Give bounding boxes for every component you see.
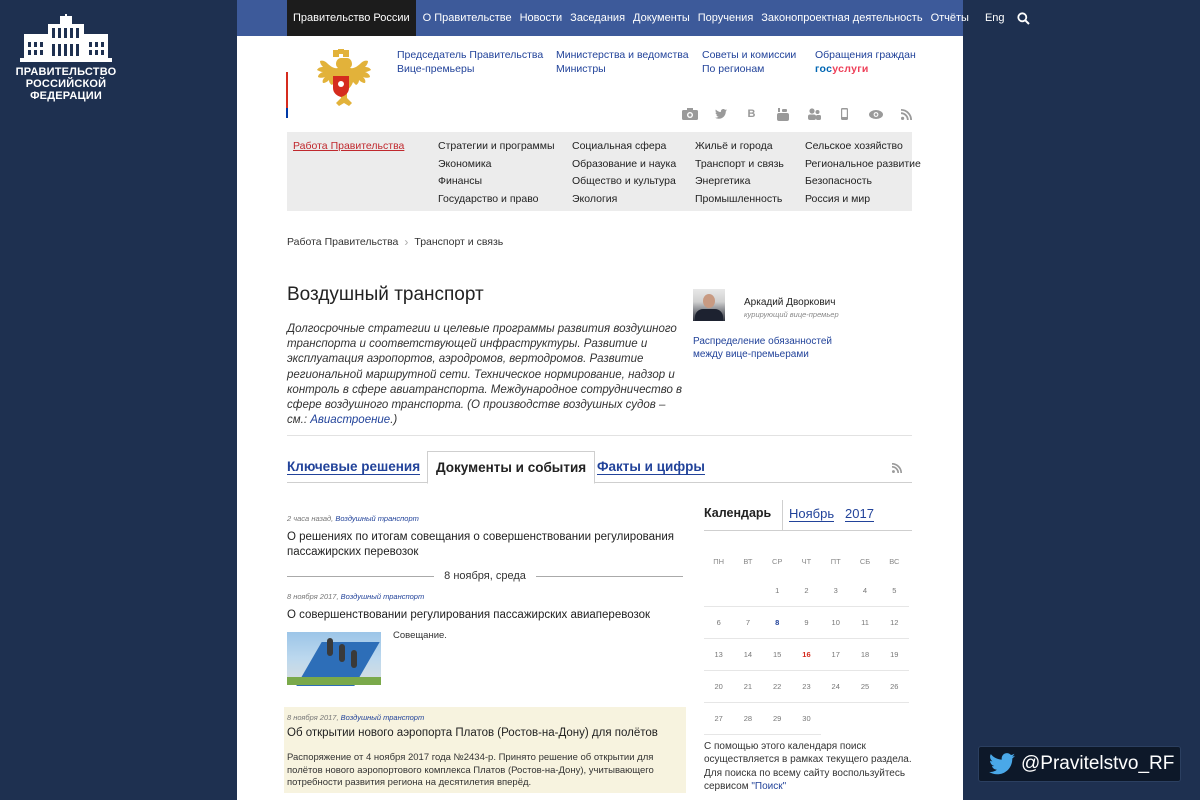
breadcrumb-root[interactable]: Работа Правительства [287, 236, 399, 248]
vk-icon[interactable] [736, 106, 767, 122]
tab-facts-figures[interactable] [597, 451, 705, 482]
calendar-day[interactable]: 21 [733, 671, 762, 703]
news-item [287, 592, 683, 623]
link-ministries[interactable]: Министерства и ведомства [556, 49, 689, 61]
page-title: Воздушный транспорт [287, 284, 484, 305]
rss-icon[interactable] [891, 106, 922, 122]
twitter-handle-text: @Pravitelstvo_RF [1021, 753, 1175, 774]
calendar-day[interactable]: 14 [733, 639, 762, 671]
menu-item[interactable]: Экономика [438, 157, 492, 170]
calendar-empty-cell [880, 703, 909, 735]
duties-line1: Распределение обязанностей [693, 336, 832, 347]
nav-news[interactable]: Новости [519, 12, 563, 24]
header-links-col4 [815, 48, 916, 76]
logo-text-line: РОССИЙСКОЙ [25, 78, 107, 90]
link-ministers[interactable]: Министры [556, 63, 606, 75]
calendar-day[interactable]: 30 [792, 703, 821, 735]
thumbnail-ground [287, 677, 381, 685]
nav-instructions[interactable]: Поручения [697, 12, 754, 24]
news-tag-link[interactable]: Воздушный транспорт [340, 592, 425, 601]
link-regions[interactable]: По регионам [702, 63, 765, 75]
avatar-face [703, 294, 715, 308]
tab-label: Факты и цифры [597, 459, 705, 474]
tabs-baseline [287, 482, 912, 483]
calendar-day[interactable]: 9 [792, 607, 821, 639]
calendar-day[interactable]: 11 [850, 607, 879, 639]
calendar-day[interactable]: 29 [763, 703, 792, 735]
thumbnail-person [339, 644, 345, 662]
day-divider-text-wrap [287, 569, 683, 583]
calendar-weekday: ВС [889, 556, 900, 566]
divider [287, 435, 912, 436]
duties-line2: между вице-премьерами [693, 349, 809, 360]
calendar-empty-cell [821, 703, 850, 735]
vk-icon-text: B [747, 108, 756, 120]
calendar-header [704, 500, 912, 531]
menu-col1 [438, 138, 555, 208]
calendar-day[interactable]: 25 [850, 671, 879, 703]
calendar-day[interactable]: 20 [704, 671, 733, 703]
curator-name[interactable]: Аркадий Дворкович [744, 297, 836, 308]
menu-main-col [293, 138, 404, 156]
link-aircraft-industry[interactable]: Авиастроение [310, 414, 391, 427]
nav-legislation[interactable]: Законопроектная деятельность [761, 12, 923, 24]
calendar-header-divider [782, 500, 783, 530]
nav-documents[interactable]: Документы [633, 12, 690, 24]
logo-text-line: ПРАВИТЕЛЬСТВО [15, 66, 117, 78]
link-citizen-appeals[interactable]: Обращения граждан [815, 49, 916, 61]
menu-item[interactable]: Региональное развитие [805, 157, 921, 170]
news-caption: Совещание. [393, 630, 447, 641]
calendar-day[interactable]: 15 [763, 639, 792, 671]
header-links-col1 [397, 48, 543, 76]
thumbnail-person [327, 638, 333, 656]
double-headed-eagle-icon [309, 50, 373, 118]
link-councils[interactable]: Советы и комиссии [702, 49, 797, 61]
chevron-right-icon: › [404, 235, 409, 249]
calendar-weekday: ПТ [830, 556, 841, 566]
top-navigation [237, 0, 1005, 36]
news-date: 2 часа назад, [287, 514, 334, 523]
calendar-widget [704, 500, 912, 735]
description-end: .) [390, 414, 398, 427]
tab-key-decisions[interactable] [287, 451, 420, 482]
menu-item[interactable]: Безопасность [805, 175, 872, 187]
calendar-day[interactable]: 22 [763, 671, 792, 703]
calendar-label: Календарь [704, 506, 772, 520]
calendar-week-row [704, 671, 909, 703]
flag-stripe-blue [286, 108, 288, 118]
search-button[interactable] [1017, 12, 1030, 25]
calendar-week-row [704, 703, 909, 735]
news-date: 8 ноября 2017, [287, 592, 339, 601]
menu-item[interactable]: Образование и наука [572, 157, 677, 170]
twitter-bird-icon [989, 753, 1015, 775]
news-title[interactable]: Об открытии нового аэропорта Платов (Ростов-на-Дону) для полётов [287, 727, 658, 739]
news-tag-link[interactable]: Воздушный транспорт [340, 713, 425, 722]
day-divider [287, 569, 683, 583]
mobile-icon[interactable] [829, 106, 860, 122]
news-title[interactable]: О решениях по итогам совещания о совершенствовании регулирования пассажирских перевозок [287, 531, 674, 558]
avatar[interactable] [693, 289, 725, 321]
menu-col4 [805, 138, 921, 208]
tab-label: Ключевые решения [287, 459, 421, 474]
youtube-icon[interactable] [767, 106, 798, 122]
calendar-day[interactable]: 19 [880, 639, 909, 671]
calendar-day[interactable]: 1 [763, 575, 792, 607]
curator-role: курирующий вице-премьер [744, 310, 839, 319]
news-tag-link[interactable]: Воздушный транспорт [335, 514, 419, 523]
section-menu [287, 132, 921, 211]
menu-item[interactable]: Экология [572, 192, 618, 205]
link-vice-premiers[interactable]: Вице-премьеры [397, 63, 475, 75]
news-meta [287, 514, 683, 523]
calendar-weekday: СБ [859, 556, 871, 566]
twitter-icon[interactable] [705, 106, 736, 122]
menu-item[interactable]: Транспорт и связь [695, 157, 784, 170]
calendar-week-row [704, 607, 909, 639]
calendar-weekday: ПН [713, 556, 725, 566]
calendar-day[interactable]: 12 [880, 607, 909, 639]
rss-icon[interactable] [892, 460, 902, 478]
social-links [674, 106, 922, 122]
calendar-day[interactable]: 7 [733, 607, 762, 639]
news-title[interactable]: О совершенствовании регулирования пассажирских авиаперевозок [287, 609, 651, 621]
calendar-day[interactable]: 16 [792, 639, 821, 671]
tab-documents-events[interactable]: Документы и события [427, 451, 595, 484]
menu-item[interactable]: Россия и мир [805, 192, 871, 205]
calendar-grid [704, 547, 909, 735]
calendar-empty-cell [704, 575, 733, 607]
menu-item[interactable]: Финансы [438, 175, 483, 187]
menu-item[interactable]: Жильё и города [695, 140, 773, 152]
search-icon [1017, 12, 1030, 25]
menu-col3 [695, 138, 784, 208]
news-item [287, 514, 683, 560]
nav-about[interactable]: О Правительстве [422, 12, 512, 24]
news-text: Распоряжение от 4 ноября 2017 года №2434-р. Принято решение об открытии для полётов нового аэропортового комплекса Платов (Ростов-на-Дону), учитывающего потребности развития региона на десятилетия вперёд. [287, 752, 654, 788]
day-divider-text: 8 ноября, среда [434, 570, 536, 582]
avatar-suit [695, 309, 723, 321]
calendar-day[interactable]: 24 [821, 671, 850, 703]
gosuslugi-part1: гос [815, 63, 833, 75]
thumbnail-person [351, 650, 357, 668]
news-date: 8 ноября 2017, [287, 713, 339, 722]
calendar-day[interactable]: 13 [704, 639, 733, 671]
menu-item[interactable]: Общество и культура [572, 175, 676, 187]
calendar-day[interactable]: 8 [763, 607, 792, 639]
content-tabs [287, 451, 912, 483]
white-house-building-icon [18, 14, 114, 64]
menu-item[interactable]: Промышленность [695, 192, 783, 205]
calendar-day[interactable]: 10 [821, 607, 850, 639]
calendar-weekdays-row [704, 547, 909, 575]
calendar-day[interactable]: 28 [733, 703, 762, 735]
calendar-weekday: ЧТ [801, 556, 812, 566]
government-logo[interactable] [14, 14, 118, 102]
nav-reports[interactable]: Отчёты [930, 12, 969, 24]
calendar-day[interactable]: 26 [880, 671, 909, 703]
menu-col2 [572, 138, 676, 208]
camera-icon[interactable] [674, 106, 705, 122]
people-icon[interactable] [798, 106, 829, 122]
news-meta [287, 592, 683, 601]
calendar-day[interactable]: 23 [792, 671, 821, 703]
gosuslugi-part2: услуги [832, 63, 869, 75]
calendar-year-select[interactable]: 2017 [845, 506, 874, 521]
breadcrumb [287, 235, 503, 249]
link-duties-distribution[interactable] [693, 335, 832, 361]
description-text: Долгосрочные стратегии и целевые программы развития воздушного транспорта и соответствующей инфраструктуры. Развитие и эксплуатация аэропортов, аэродромов, вертодромов. Развитие региональной маршрутной сети. Техническое нормирование, надзор и контроль в сфере авиатранспорта. Международное сотрудничество в сфере воздушного транспорта. (О производстве воздушных судов – см.: [287, 323, 683, 427]
coat-of-arms-emblem[interactable] [309, 50, 373, 123]
logo-text-line: ФЕДЕРАЦИИ [30, 90, 102, 102]
calendar-weekday: СР [771, 556, 783, 566]
news-meta [287, 713, 424, 722]
menu-item[interactable]: Социальная сфера [572, 140, 667, 152]
nav-government-russia[interactable]: Правительство России [287, 0, 416, 36]
calendar-day[interactable]: 6 [704, 607, 733, 639]
menu-item[interactable]: Стратегии и программы [438, 140, 555, 152]
calendar-note-text: С помощью этого календаря поиск осуществляется в рамках текущего раздела. Для поиска по всему сайту воспользуйтесь сервисом [704, 741, 912, 792]
calendar-body [704, 575, 909, 735]
main-page [237, 0, 1005, 800]
breadcrumb-current[interactable]: Транспорт и связь [414, 236, 504, 248]
calendar-note [704, 740, 914, 793]
calendar-weekday: ВТ [743, 556, 753, 566]
calendar-day[interactable]: 3 [821, 575, 850, 607]
calendar-empty-cell [850, 703, 879, 735]
calendar-week-row [704, 639, 909, 671]
gosuslugi-logo[interactable] [815, 62, 916, 76]
eye-icon[interactable] [860, 106, 891, 122]
menu-item[interactable]: Сельское хозяйство [805, 140, 903, 152]
calendar-day[interactable]: 5 [880, 575, 909, 607]
calendar-day[interactable]: 27 [704, 703, 733, 735]
calendar-week-row [704, 575, 909, 607]
page-description [287, 322, 683, 428]
menu-item[interactable]: Энергетика [695, 175, 751, 187]
menu-item[interactable]: Государство и право [438, 192, 539, 205]
header-links-col3 [702, 48, 796, 76]
site-header [237, 36, 963, 130]
link-search-service[interactable]: "Поиск" [751, 780, 787, 792]
nav-english[interactable]: Eng [984, 12, 1005, 24]
link-chairman[interactable]: Председатель Правительства [397, 49, 544, 61]
calendar-day[interactable]: 17 [821, 639, 850, 671]
twitter-handle-badge [978, 746, 1181, 782]
calendar-day[interactable]: 4 [850, 575, 879, 607]
calendar-month-select[interactable]: Ноябрь [789, 506, 835, 521]
header-links-col2 [556, 48, 689, 76]
menu-government-work[interactable]: Работа Правительства [293, 140, 405, 152]
nav-meetings[interactable]: Заседания [570, 12, 626, 24]
news-thumbnail[interactable] [287, 632, 381, 685]
calendar-day[interactable]: 18 [850, 639, 879, 671]
calendar-day[interactable]: 2 [792, 575, 821, 607]
calendar-empty-cell [733, 575, 762, 607]
